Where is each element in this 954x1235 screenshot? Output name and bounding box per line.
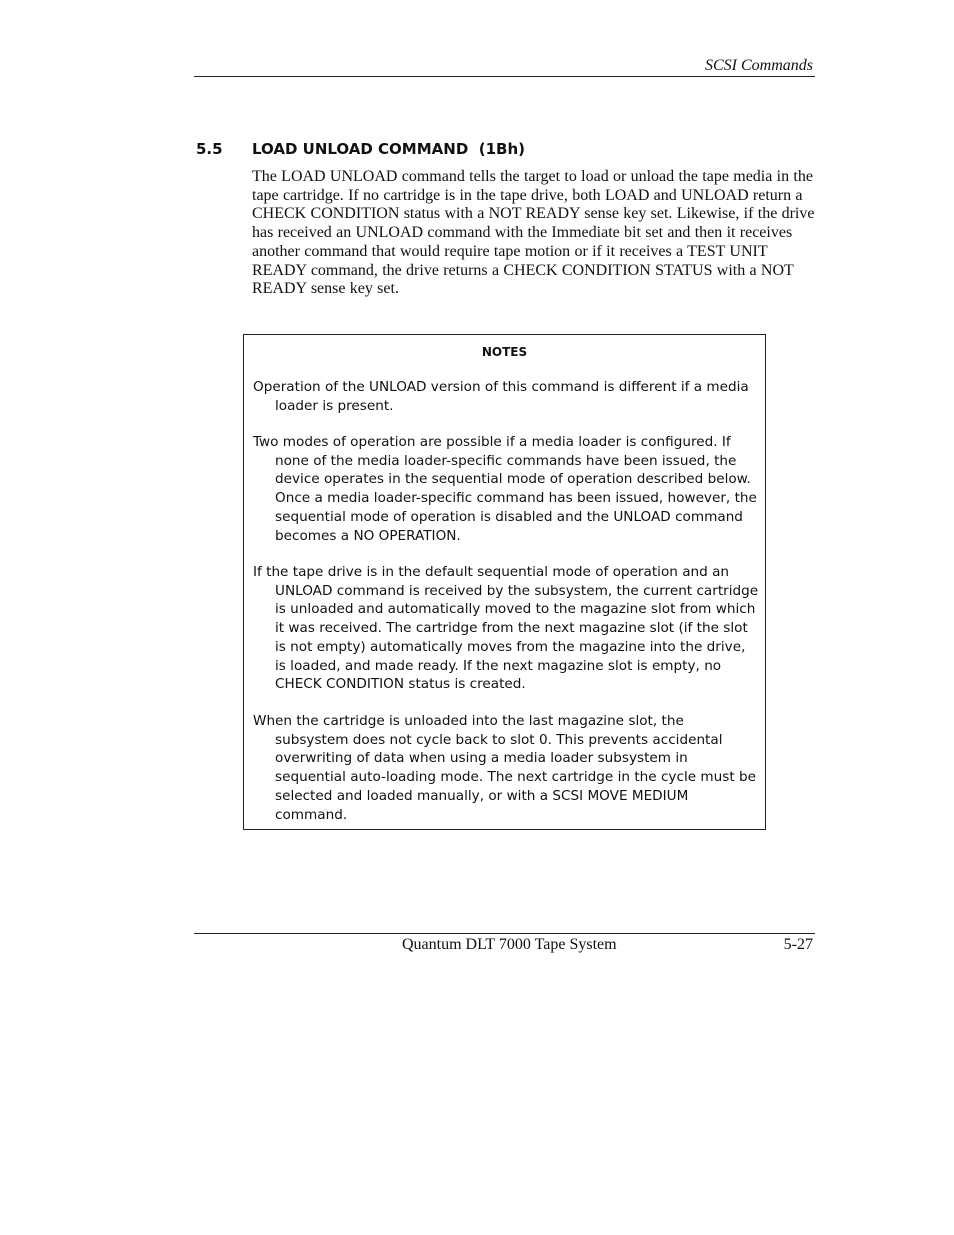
header-rule: [194, 76, 815, 77]
section-number: 5.5: [196, 140, 223, 158]
footer-rule: [194, 933, 815, 934]
running-header: SCSI Commands: [704, 57, 813, 74]
note-item: Operation of the UNLOAD version of this command is different if a media loader is present.: [253, 379, 749, 414]
footer-document-title: Quantum DLT 7000 Tape System: [402, 936, 617, 953]
notes-box: [243, 334, 766, 830]
footer-page-number: 5-27: [783, 936, 813, 953]
section-body-paragraph: The LOAD UNLOAD command tells the target to load or unload the tape media in the tape cartridge. If no cartridge is in the tape drive, both LOAD and UNLOAD return a CHECK CONDITION status with a NOT READY sense key set. Likewise, if the drive has received an UNLOAD command with the Immediate bit set and then it receives another command that would require tape motion or if it receives a TEST UNIT READY command, the drive returns a CHECK CONDITION STATUS with a NOT READY sense key set.: [252, 168, 815, 298]
note-item: Two modes of operation are possible if a media loader is configured. If none of the media loader-specific commands have been issued, the device operates in the sequential mode of operation described below. Once a media loader-specific command has been issued, however, the sequential mode of operation is disabled and the UNLOAD command becomes a NO OPERATION.: [253, 434, 757, 544]
section-title: LOAD UNLOAD COMMAND (1Bh): [252, 140, 525, 158]
notes-heading: NOTES: [481, 345, 528, 359]
note-item: When the cartridge is unloaded into the last magazine slot, the subsystem does not cycle back to slot 0. This prevents accidental overwriting of data when using a media loader subsystem in sequential auto-loading mode. The next cartridge in the cycle must be selected and loaded manually, or with a SCSI MOVE MEDIUM command.: [253, 713, 756, 823]
note-item: If the tape drive is in the default sequential mode of operation and an UNLOAD command is received by the subsystem, the current cartridge is unloaded and automatically moved to the magazine slot from which it was received. The cartridge from the next magazine slot (if the slot is not empty) automatically moves from the magazine into the drive, is loaded, and made ready. If the next magazine slot is empty, no CHECK CONDITION status is created.: [253, 564, 759, 693]
